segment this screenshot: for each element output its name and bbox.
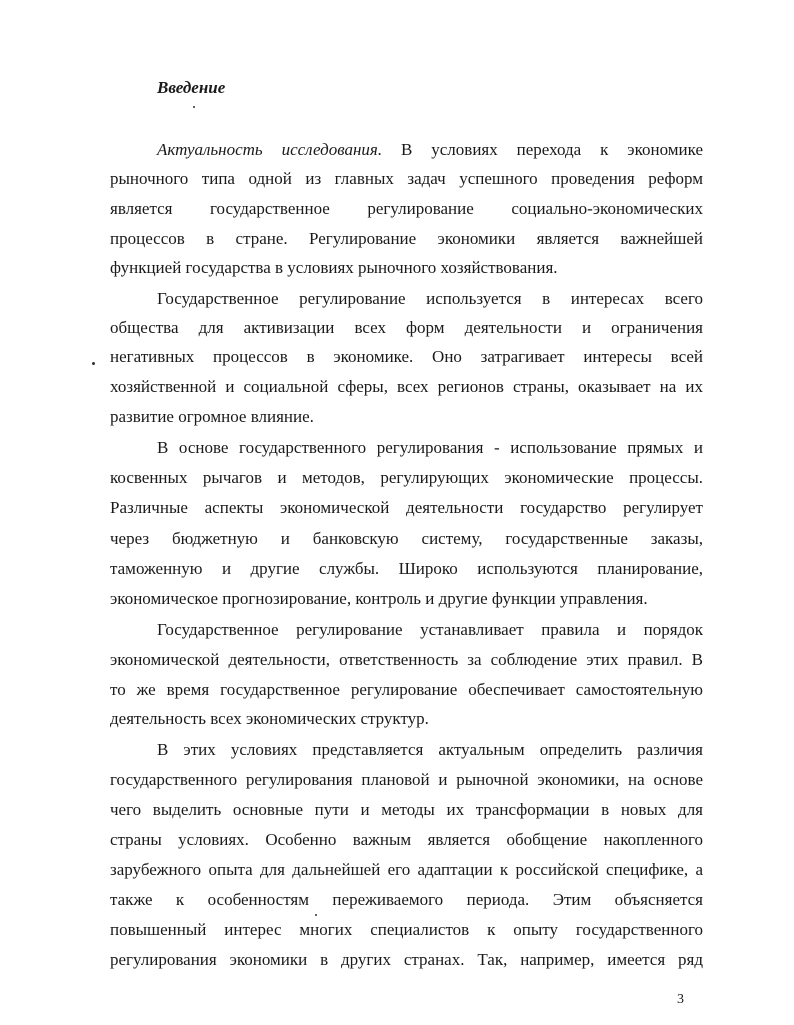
paragraph-line: Государственное регулирование используется в интересах всего	[157, 289, 703, 308]
paragraph-line: развитие огромное влияние.	[110, 407, 314, 426]
paragraph-line: общества для активизации всех форм деятельности и ограничения	[110, 318, 703, 337]
line-text: В условиях перехода к экономике	[382, 140, 703, 159]
page-number: 3	[677, 992, 684, 1007]
paragraph-line: хозяйственной и социальной сферы, всех регионов страны, оказывает на их	[110, 377, 703, 396]
paragraph-line: также к особенностям переживаемого периода. Этим объясняется	[110, 890, 703, 909]
paragraph-line: процессов в стране. Регулирование экономики является важнейшей	[110, 229, 703, 248]
scan-speck	[315, 914, 317, 916]
paragraph-line: государственного регулирования плановой и рыночной экономики, на основе	[110, 770, 703, 789]
paragraph-line: является государственное регулирование социально-экономических	[110, 199, 703, 218]
paragraph-line: экономической деятельности, ответственность за соблюдение этих правил. В	[110, 650, 703, 669]
paragraph-line: В этих условиях представляется актуальным определить различия	[157, 740, 703, 759]
paragraph-line: то же время государственное регулирование обеспечивает самостоятельную	[110, 680, 703, 699]
paragraph-line: негативных процессов в экономике. Оно затрагивает интересы всей	[110, 347, 703, 366]
paragraph-line: чего выделить основные пути и методы их трансформации в новых для	[110, 800, 703, 819]
section-title: Введение	[157, 78, 226, 97]
paragraph-line: через бюджетную и банковскую систему, государственные заказы,	[110, 529, 703, 548]
paragraph-line: рыночного типа одной из главных задач успешного проведения реформ	[110, 169, 703, 188]
paragraph-line: страны условиях. Особенно важным является обобщение накопленного	[110, 830, 703, 849]
scan-speck	[193, 106, 195, 108]
paragraph-line: В основе государственного регулирования - использование прямых и	[157, 438, 703, 457]
paragraph-line: косвенных рычагов и методов, регулирующих экономические процессы.	[110, 468, 703, 487]
lead-phrase: Актуальность исследования.	[157, 140, 383, 159]
paragraph-line: Различные аспекты экономической деятельности государство регулирует	[110, 498, 703, 517]
paragraph-line: Государственное регулирование устанавливает правила и порядок	[157, 620, 703, 639]
paragraph-line	[157, 140, 703, 160]
paragraph-line: функцией государства в условиях рыночного хозяйствования.	[110, 258, 558, 277]
scan-speck	[92, 362, 95, 365]
paragraph-line: экономическое прогнозирование, контроль и другие функции управления.	[110, 589, 648, 608]
paragraph-line: регулирования экономики в других странах. Так, например, имеется ряд	[110, 950, 703, 969]
paragraph-line: таможенную и другие службы. Широко используются планирование,	[110, 559, 703, 578]
paragraph-line: деятельность всех экономических структур.	[110, 709, 429, 728]
paragraph-line: зарубежного опыта для дальнейшей его адаптации к российской специфике, а	[110, 860, 703, 879]
paragraph-line: повышенный интерес многих специалистов к опыту государственного	[110, 920, 703, 939]
